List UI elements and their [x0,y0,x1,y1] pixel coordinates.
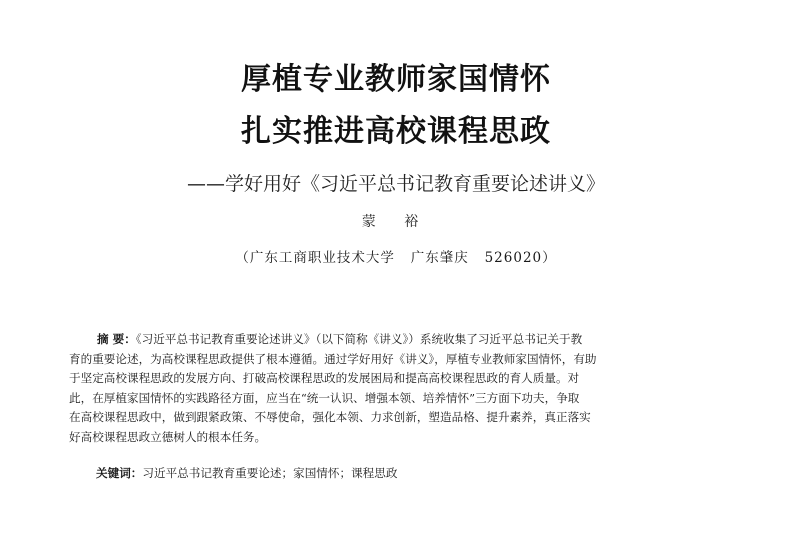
abstract-line-1 [69,330,715,350]
abstract-text-line: 于坚定高校课程思政的发展方向、打破高校课程思政的发展困局和提高高校课程思政的育人质量。对 [69,371,580,385]
author-affiliation: （广东工商职业技术大学 广东肇庆 526020） [235,250,557,266]
author-name: 蒙 裕 [361,214,431,230]
keywords-text: 习近平总书记教育重要论述；家国情怀；课程思政 [142,466,398,480]
abstract-text-line: 好高校课程思政立德树人的根本任务。 [69,429,267,444]
paper-title-line-1: 厚植专业教师家国情怀 [241,62,551,97]
abstract [69,330,715,447]
keywords [96,464,716,483]
paper-title-line-2: 扎实推进高校课程思政 [241,114,551,149]
abstract-text-line: 《习近平总书记教育重要论述讲义》（以下简称《讲义》）系统收集了习近平总书记关于教 [135,332,583,346]
keywords-label: 关键词： [96,466,143,480]
abstract-text-line: 育的重要论述，为高校课程思政提供了根本遵循。通过学好用好《讲义》，厚植专业教师家国情怀，有助 [69,351,597,366]
abstract-text-line: 在高校课程思政中，做到跟紧政策、不辱使命，强化本领、力求创新，塑造品格、提升素养，真正落实 [69,410,591,424]
paper-subtitle: ——学好用好《习近平总书记教育重要论述讲义》 [186,173,605,195]
abstract-label: 摘 要： [97,332,136,346]
abstract-text-line: 此，在厚植家国情怀的实践路径方面，应当在“统一认识、增强本领、培养情怀”三方面下功夫，争取 [69,390,580,405]
